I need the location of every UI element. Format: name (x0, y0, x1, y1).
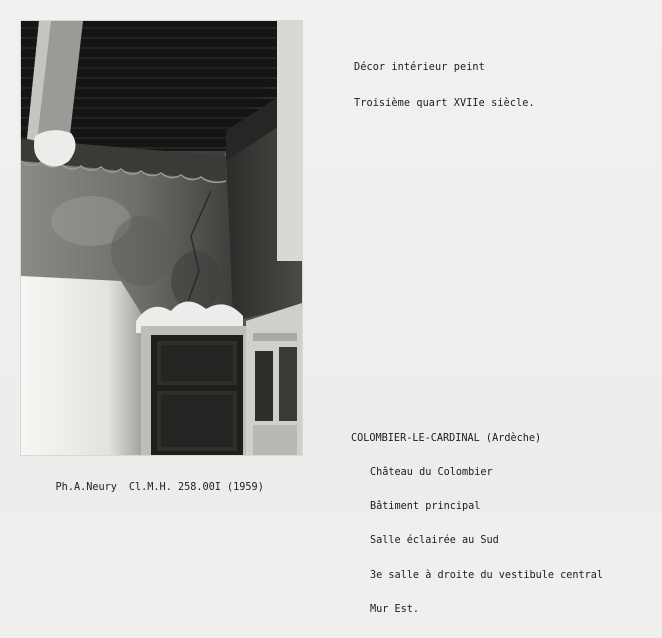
location-line: Bâtiment principal (370, 501, 481, 513)
location-caption (351, 410, 603, 638)
commune-title: COLOMBIER-LE-CARDINAL (Ardèche) (351, 432, 542, 444)
location-line: Château du Colombier (370, 467, 493, 479)
photographer-name: Ph.A.Neury (55, 482, 117, 493)
location-line: Salle éclairée au Sud (370, 535, 499, 547)
period-description: Troisième quart XVIIe siècle. (354, 98, 535, 109)
decor-description: Décor intérieur peint (354, 62, 485, 73)
photo-credit (31, 470, 264, 506)
interior-photograph (20, 20, 303, 456)
location-line: Mur Est. (370, 603, 420, 615)
location-line: 3e salle à droite du vestibule central (370, 569, 604, 581)
photo-caption-top (354, 38, 535, 134)
archive-reference: Cl.M.H. 258.00I (1959) (128, 482, 264, 493)
